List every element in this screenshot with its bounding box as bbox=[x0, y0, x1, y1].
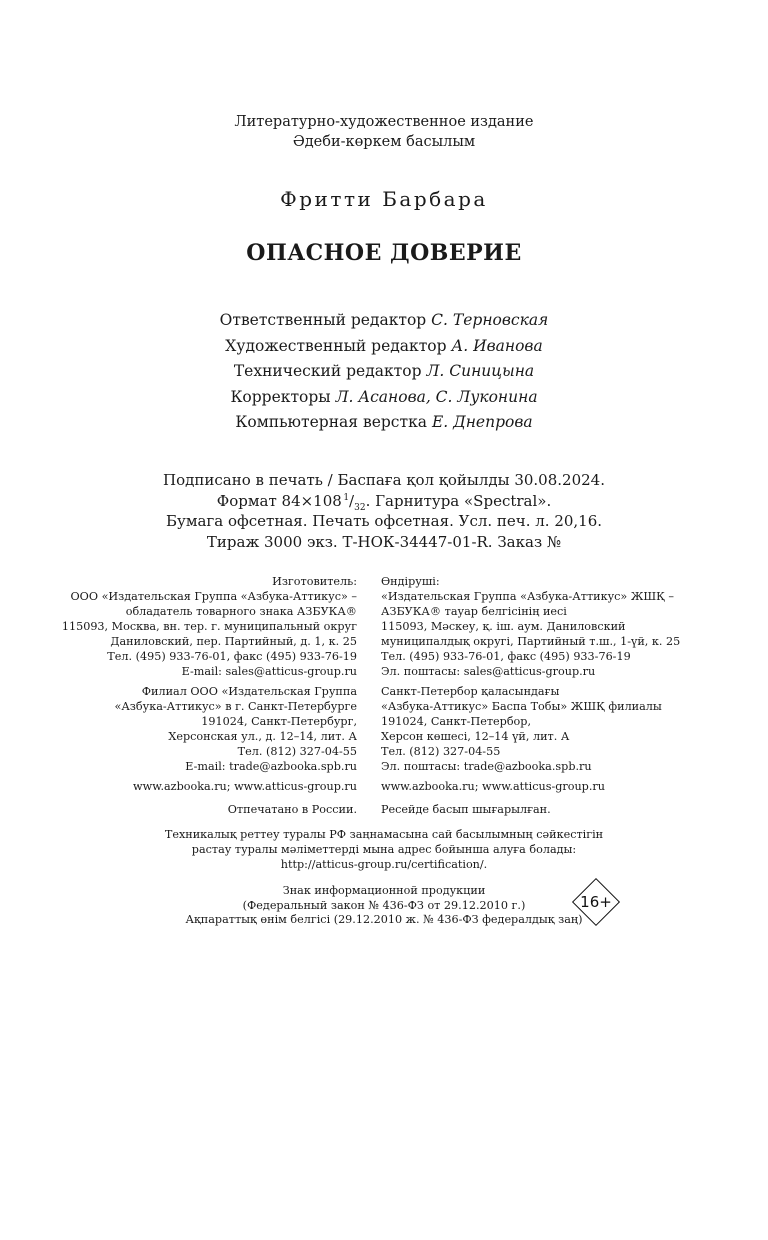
book-title: ОПАСНОЕ ДОВЕРИЕ bbox=[246, 240, 522, 266]
edition-type bbox=[0, 112, 768, 152]
credit-person: Е. Днепрова bbox=[431, 413, 533, 431]
branch-block-kz: Санкт-Петербор қаласындағы «Азбука-Аттикус» Баспа Тобы» ЖШҚ филиалы 191024, Санкт-Петербор, Херсон көшесі, 12–14 үй, лит. А Тел. (812) 327-04-55 Эл. поштасы: trade@azbooka.spb.ru bbox=[381, 685, 662, 773]
edition-line-ru: Литературно-художественное издание bbox=[234, 114, 534, 130]
certification-note: Техникалық реттеу туралы РФ заңнамасына сай басылымның сәйкестігін растау туралы мәліметтерді мына адрес бойынша алуға болады: http://atticus-group.ru/certification/. bbox=[0, 827, 768, 872]
credit-role: Ответственный редактор bbox=[219, 311, 427, 329]
credit-line bbox=[0, 359, 768, 385]
print-imprint bbox=[0, 470, 768, 552]
website-line-kz: www.azbooka.ru; www.atticus-group.ru bbox=[381, 780, 605, 793]
print-run-line: Тираж 3000 экз. Т-НОК-34447-01-R. Заказ № bbox=[206, 532, 562, 551]
author-name: Фритти Барбара bbox=[280, 187, 488, 211]
format-line: Формат 84×108 $^1/_{32}$. Гарнитура «Spectral». bbox=[216, 491, 552, 513]
credit-person: Л. Синицына bbox=[426, 362, 535, 380]
credit-person: Л. Асанова, С. Луконина bbox=[335, 387, 538, 406]
website-line-ru: www.azbooka.ru; www.atticus-group.ru bbox=[133, 780, 357, 793]
printed-in-kz: Ресейде басып шығарылған. bbox=[381, 803, 551, 816]
age-rating-badge bbox=[571, 877, 621, 927]
credits-list bbox=[0, 308, 768, 436]
credit-role: Технический редактор bbox=[233, 362, 422, 380]
credit-role: Компьютерная верстка bbox=[235, 413, 427, 431]
credit-person: С. Терновская bbox=[431, 311, 549, 329]
edition-line-kz: Әдеби-көркем басылым bbox=[292, 134, 476, 150]
manufacturer-block-ru: Изготовитель: ООО «Издательская Группа «Азбука-Аттикус» – обладатель товарного знака АЗБУКА® 115093, Москва, вн. тер. г. муниципальный округ Даниловский, пер. Партийный, д. 1, к. 25 Тел. (495) 933-76-01, факс (495) 933-76-19 E-mail: sales@atticus-group.ru bbox=[61, 575, 357, 678]
credit-person: А. Иванова bbox=[451, 336, 543, 355]
certification-url: http://atticus-group.ru/certification/. bbox=[280, 858, 488, 871]
credit-line bbox=[0, 308, 768, 334]
manufacturer-block-kz: Өндіруші: «Издательская Группа «Азбука-Аттикус» ЖШҚ – АЗБУКА® тауар белгісінің иесі 115093, Мәскеу, қ. іш. аум. Даниловский муниципалдық округі, Партийный т.ш., 1-үй, к. 25 Тел. (495) 933-76-01, факс (495) 933-76-19 Эл. поштасы: sales@atticus-group.ru bbox=[381, 575, 681, 678]
signed-to-print: Подписано в печать / Баспаға қол қойылды 30.08.2024. bbox=[163, 471, 605, 489]
credit-role: Художественный редактор bbox=[225, 336, 447, 355]
credit-line bbox=[0, 385, 768, 411]
info-product-sign: Знак информационной продукции (Федеральный закон № 436-ФЗ от 29.12.2010 г.) Ақпараттық өнім белгісі (29.12.2010 ж. № 436-ФЗ федералдық заң) bbox=[185, 884, 583, 926]
credit-line bbox=[0, 410, 768, 436]
branch-block-ru: Филиал ООО «Издательская Группа «Азбука-Аттикус» в г. Санкт-Петербурге 191024, Санкт-Петербург, Херсонская ул., д. 12–14, лит. А Тел. (812) 327-04-55 E-mail: trade@azbooka.spb.ru bbox=[114, 685, 357, 773]
age-rating-label: 16+ bbox=[580, 893, 612, 911]
printed-in-ru: Отпечатано в России. bbox=[227, 803, 357, 816]
credit-line bbox=[0, 334, 768, 360]
credit-role: Корректоры bbox=[230, 387, 331, 406]
paper-line: Бумага офсетная. Печать офсетная. Усл. печ. л. 20,16. bbox=[165, 512, 603, 530]
